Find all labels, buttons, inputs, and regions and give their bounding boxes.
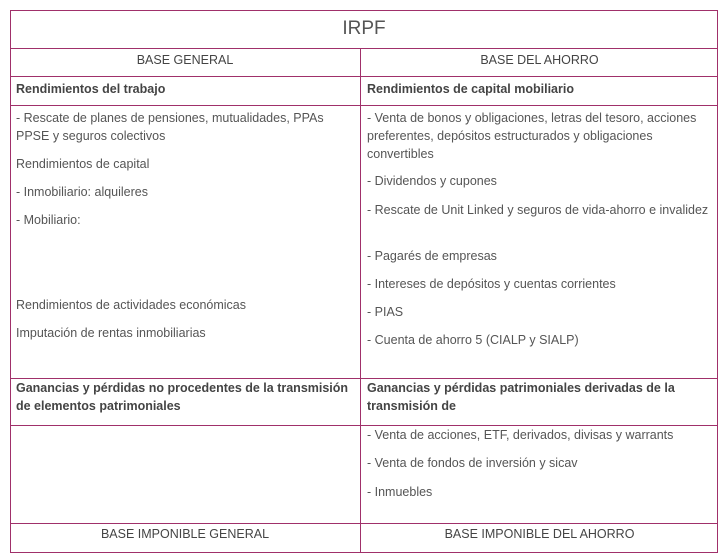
- table-title: IRPF: [342, 18, 386, 39]
- list-item: Rendimientos de capital: [16, 157, 150, 171]
- section-title-ganancias-no-procedentes: Ganancias y pérdidas no procedentes de la transmisión de elementos patrimoniales: [16, 381, 349, 413]
- row-divider: [10, 523, 718, 524]
- section-title-capital-mobiliario: Rendimientos de capital mobiliario: [367, 82, 574, 96]
- header-base-general: BASE GENERAL: [136, 53, 234, 67]
- list-item: - Cuenta de ahorro 5 (CIALP y SIALP): [367, 333, 579, 347]
- list-item: - Rescate de planes de pensiones, mutualidades, PPAs PPSE y seguros colectivos: [16, 111, 324, 143]
- base-ahorro-items: [361, 106, 718, 378]
- list-item: - Venta de fondos de inversión y sicav: [367, 456, 578, 470]
- footer-base-imponible-general: BASE IMPONIBLE GENERAL: [100, 527, 270, 541]
- list-item: Imputación de rentas inmobiliarias: [16, 326, 206, 340]
- list-item: - Venta de bonos y obligaciones, letras del tesoro, acciones preferentes, depósitos estructurados y obligaciones convertibles: [367, 111, 697, 161]
- footer-base-imponible-ahorro: BASE IMPONIBLE DEL AHORRO: [444, 527, 635, 541]
- list-item: - Pagarés de empresas: [367, 249, 497, 263]
- row-divider: [10, 48, 718, 49]
- list-item: - Rescate de Unit Linked y seguros de vida-ahorro e invalidez: [367, 203, 709, 217]
- list-item: - Inmobiliario: alquileres: [16, 185, 149, 199]
- header-base-ahorro: BASE DEL AHORRO: [480, 53, 599, 67]
- list-item: - Inmuebles: [367, 485, 433, 499]
- irpf-table: [10, 10, 718, 553]
- list-item: - Intereses de depósitos y cuentas corrientes: [367, 277, 616, 291]
- list-item: - Venta de acciones, ETF, derivados, divisas y warrants: [367, 428, 674, 442]
- list-item: - Mobiliario:: [16, 213, 81, 227]
- table-border-bottom: [10, 552, 718, 553]
- row-divider: [10, 76, 718, 77]
- list-item: - Dividendos y cupones: [367, 174, 497, 188]
- list-item: - PIAS: [367, 305, 404, 319]
- ganancias-items: [361, 426, 718, 523]
- section-title-rendimientos-trabajo: Rendimientos del trabajo: [16, 82, 166, 96]
- base-general-items: [10, 106, 360, 378]
- list-item: Rendimientos de actividades económicas: [16, 298, 246, 312]
- section-title-ganancias-derivadas: Ganancias y pérdidas patrimoniales derivadas de la transmisión de: [367, 381, 675, 413]
